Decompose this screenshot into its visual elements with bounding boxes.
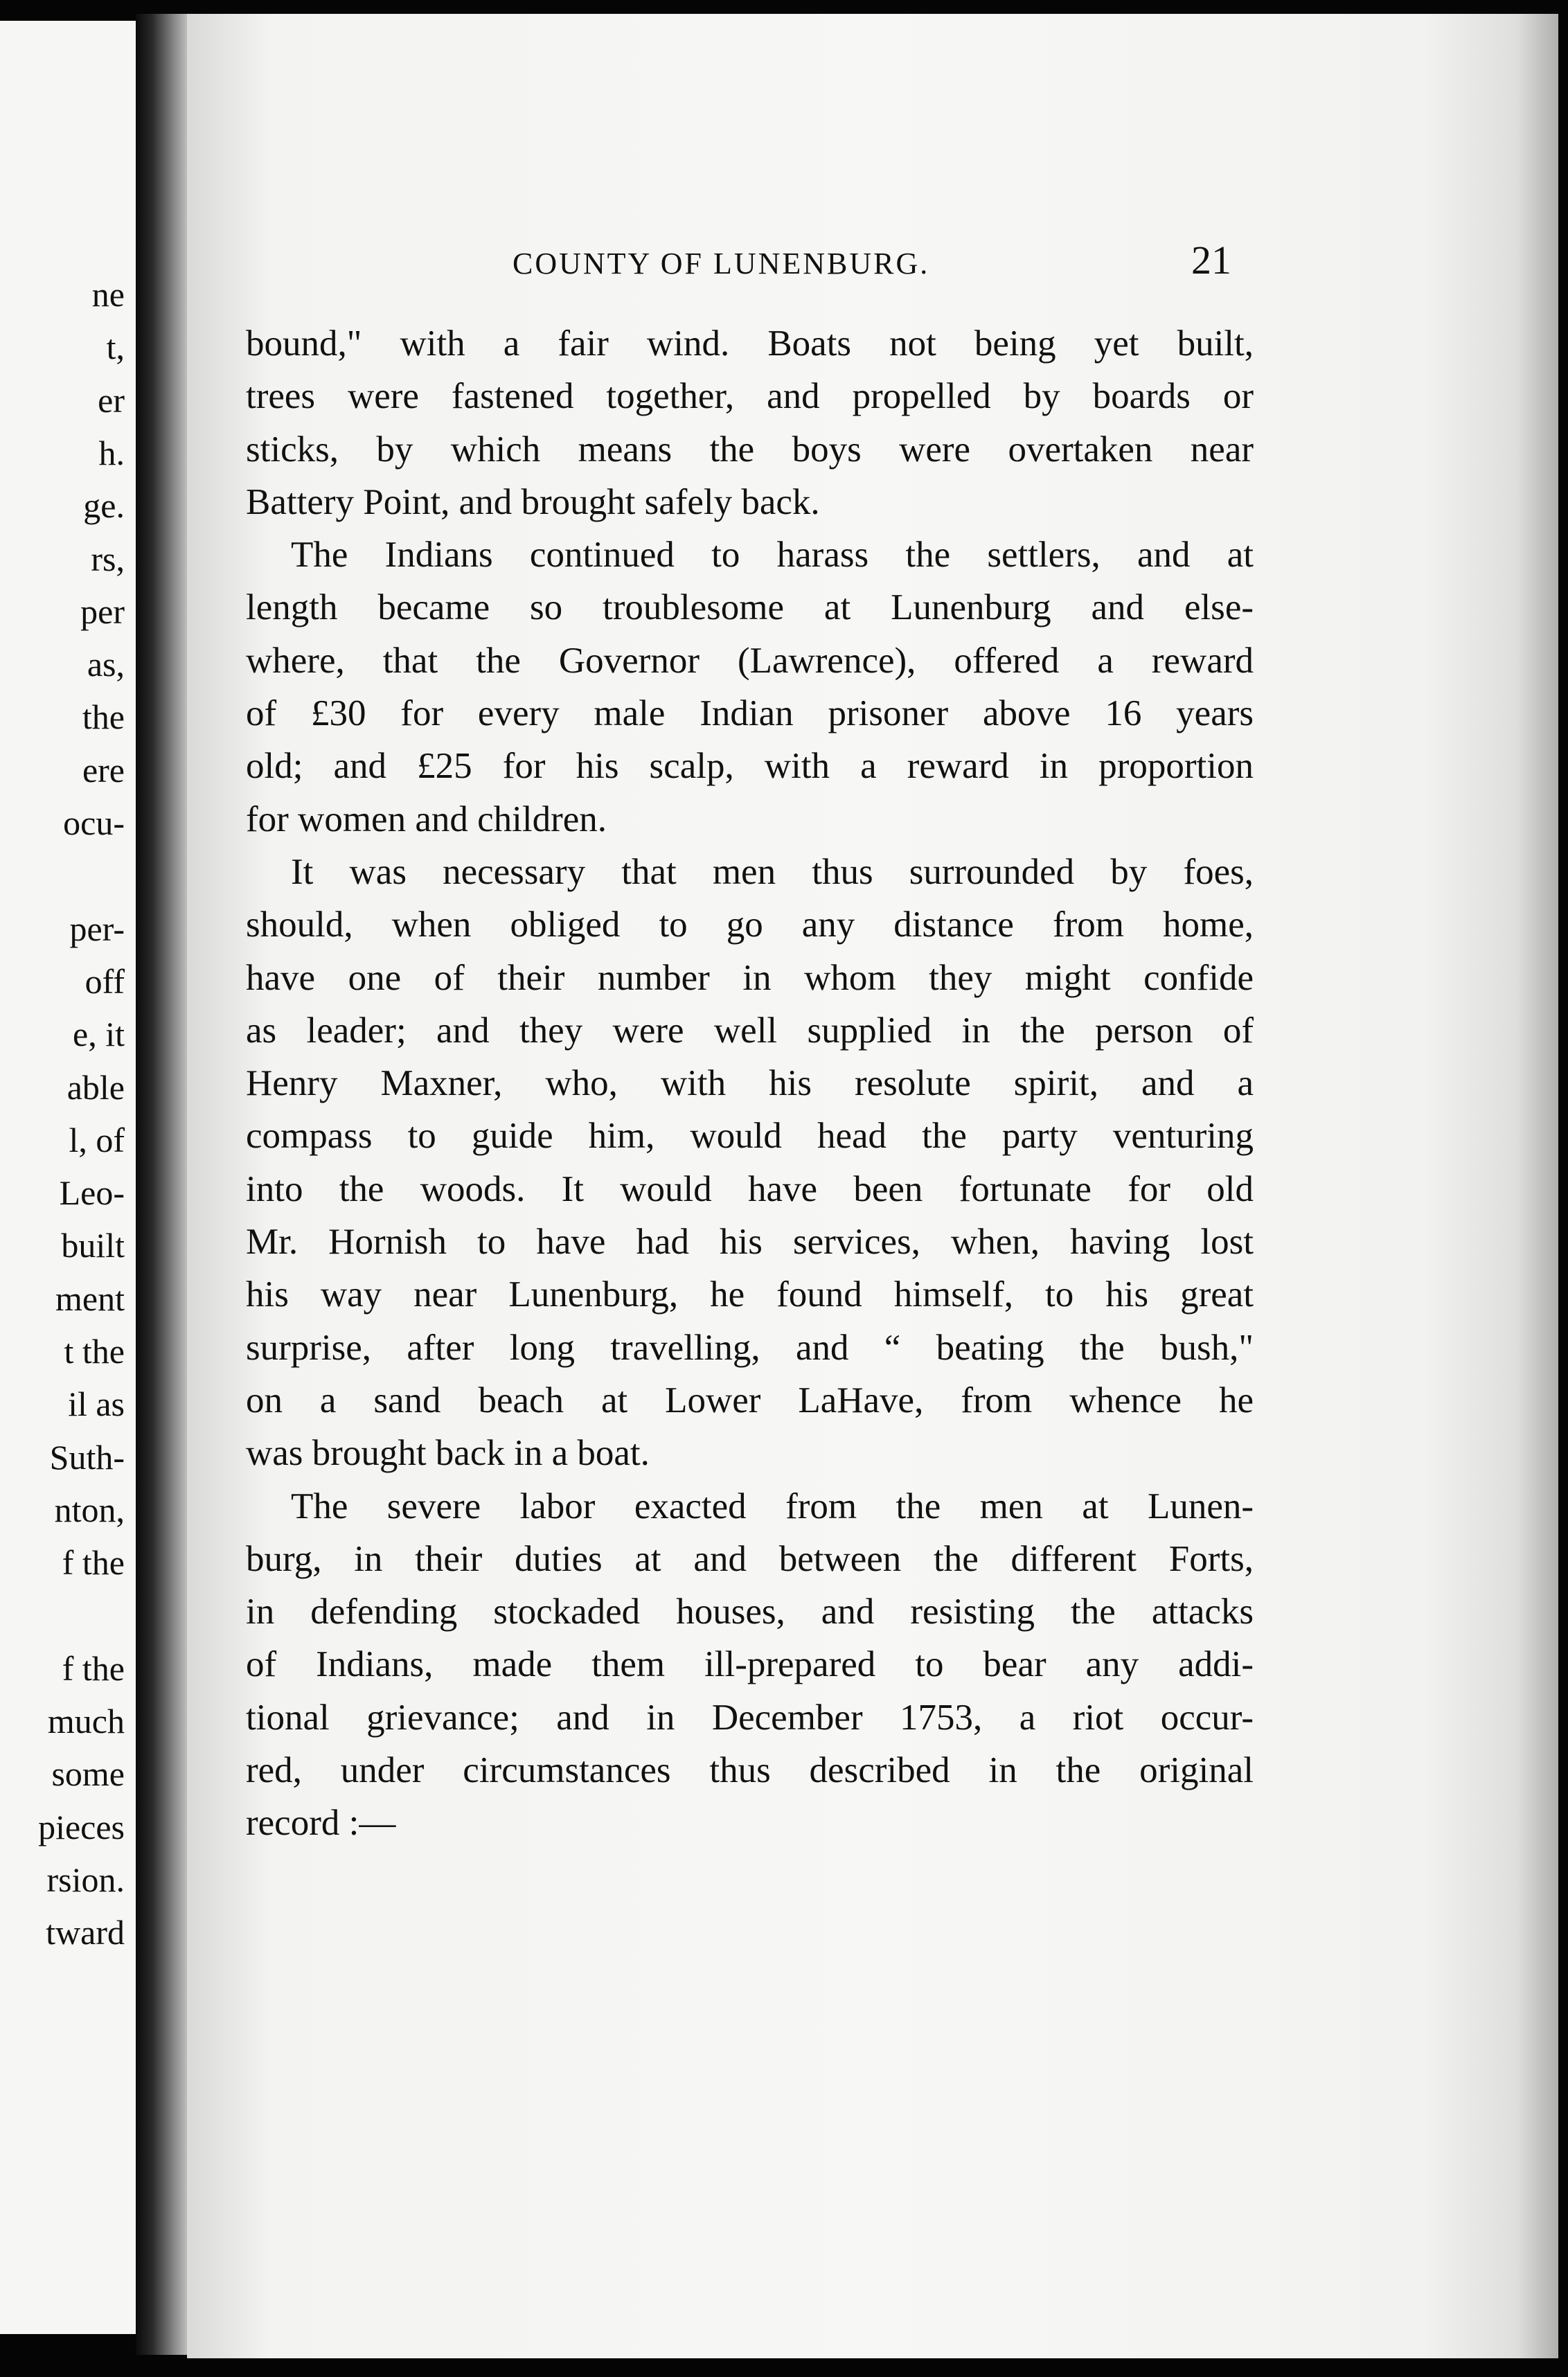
text-line: trees were fastened together, and propelled by boards or bbox=[246, 376, 1254, 417]
text-line: sticks, by which means the boys were overtaken near bbox=[246, 429, 1254, 470]
text-line: of Indians, made them ill-prepared to bear any addi- bbox=[246, 1644, 1254, 1685]
text-line: The Indians continued to harass the settlers, and at bbox=[291, 535, 1254, 576]
book-page bbox=[187, 14, 1558, 2358]
text-line: where, that the Governor (Lawrence), offered a reward bbox=[246, 640, 1254, 681]
facing-page-text: h. bbox=[98, 433, 125, 472]
facing-page-fragment bbox=[0, 21, 136, 2334]
facing-page-text: il as bbox=[68, 1385, 125, 1424]
text-line: have one of their number in whom they might confide bbox=[246, 957, 1254, 998]
facing-page-text: rs, bbox=[91, 539, 125, 578]
text-line: It was necessary that men thus surrounded by foes, bbox=[291, 851, 1254, 892]
text-line: bound," with a fair wind. Boats not being yet built, bbox=[246, 323, 1254, 364]
facing-page-text: ne bbox=[91, 275, 125, 314]
text-line: was brought back in a boat. bbox=[246, 1433, 650, 1474]
text-line: for women and children. bbox=[246, 799, 607, 839]
text-line: length became so troublesome at Lunenburg and else- bbox=[246, 587, 1254, 628]
text-line: Battery Point, and brought safely back. bbox=[246, 481, 820, 522]
facing-page-text: pieces bbox=[38, 1807, 125, 1846]
facing-page-text: ocu- bbox=[63, 803, 125, 842]
facing-page-text: f the bbox=[62, 1648, 125, 1688]
facing-page-text: ere bbox=[82, 750, 125, 790]
text-line: surprise, after long travelling, and “ beating the bush," bbox=[246, 1327, 1254, 1368]
facing-page-text: er bbox=[98, 380, 125, 420]
text-line: burg, in their duties at and between the different Forts, bbox=[246, 1538, 1254, 1579]
facing-page-text: ge. bbox=[83, 486, 125, 526]
text-line: Mr. Hornish to have had his services, when, having lost bbox=[246, 1222, 1254, 1263]
text-line: of £30 for every male Indian prisoner above 16 years bbox=[246, 693, 1254, 734]
text-line: as leader; and they were well supplied in the person of bbox=[246, 1010, 1254, 1051]
text-line: should, when obliged to go any distance from home, bbox=[246, 905, 1254, 945]
facing-page-text: Leo- bbox=[59, 1173, 125, 1213]
facing-page-text: t, bbox=[106, 328, 125, 367]
text-line: in defending stockaded houses, and resisting the attacks bbox=[246, 1592, 1254, 1632]
page-number: 21 bbox=[1191, 238, 1231, 283]
facing-page-text: off bbox=[84, 961, 125, 1001]
facing-page-text: Suth- bbox=[49, 1437, 125, 1477]
text-line: his way near Lunenburg, he found himself, to his great bbox=[246, 1274, 1254, 1315]
text-line: on a sand beach at Lower LaHave, from whence he bbox=[246, 1380, 1254, 1421]
facing-page-text: much bbox=[47, 1702, 125, 1741]
text-line: compass to guide him, would head the party venturing bbox=[246, 1116, 1254, 1157]
facing-page-text: rsion. bbox=[46, 1860, 125, 1899]
facing-page-text: the bbox=[82, 697, 125, 737]
text-line: record :— bbox=[246, 1803, 396, 1844]
facing-page-text: tward bbox=[46, 1913, 125, 1952]
facing-page-text: built bbox=[61, 1226, 125, 1265]
facing-page-text: as, bbox=[87, 645, 125, 684]
facing-page-text: ment bbox=[55, 1279, 125, 1318]
facing-page-text: able bbox=[66, 1067, 125, 1107]
book-gutter bbox=[136, 14, 191, 2355]
text-line: old; and £25 for his scalp, with a reward in proportion bbox=[246, 746, 1254, 787]
text-line: into the woods. It would have been fortunate for old bbox=[246, 1168, 1254, 1209]
text-line: tional grievance; and in December 1753, a riot occur- bbox=[246, 1697, 1254, 1738]
facing-page-text: per- bbox=[69, 909, 125, 948]
text-line: Henry Maxner, who, with his resolute spirit, and a bbox=[246, 1063, 1254, 1104]
running-head: COUNTY OF LUNENBURG. bbox=[513, 247, 930, 281]
text-line: red, under circumstances thus described in the original bbox=[246, 1750, 1254, 1791]
facing-page-text: nton, bbox=[54, 1490, 125, 1529]
facing-page-text: f the bbox=[62, 1543, 125, 1583]
facing-page-text: e, it bbox=[73, 1015, 125, 1054]
body-text bbox=[246, 317, 1254, 1850]
facing-page-text: some bbox=[51, 1754, 125, 1794]
text-line: The severe labor exacted from the men at Lunen- bbox=[291, 1486, 1254, 1526]
page-edge-shadow bbox=[1517, 14, 1558, 2358]
facing-page-text: l, of bbox=[69, 1120, 125, 1159]
facing-page-text: per bbox=[80, 591, 125, 631]
facing-page-text: t the bbox=[64, 1332, 125, 1371]
